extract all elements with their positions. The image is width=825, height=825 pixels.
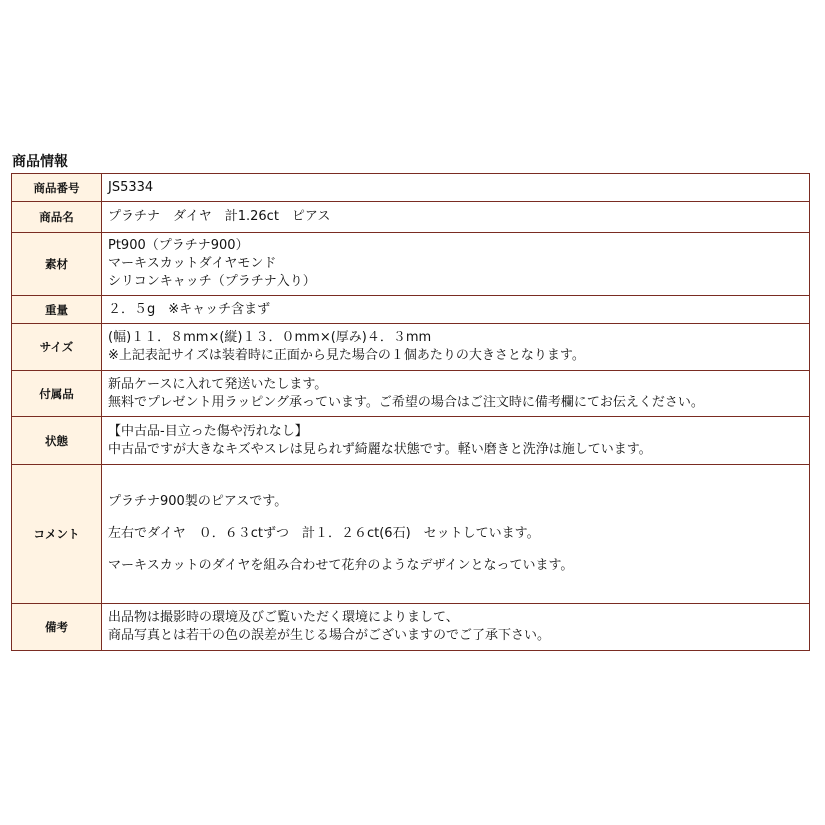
row-accessories xyxy=(12,371,810,417)
row-product-number xyxy=(12,174,810,202)
value-line: マーキスカットのダイヤを組み合わせて花弁のようなデザインとなっています。 xyxy=(108,558,574,573)
row-product-name xyxy=(12,202,810,233)
row-value xyxy=(102,324,810,371)
row-label: 備考 xyxy=(12,604,102,651)
value-line: マーキスカットダイヤモンド xyxy=(108,256,277,271)
row-value xyxy=(102,371,810,417)
row-size xyxy=(12,324,810,371)
row-value xyxy=(102,202,810,233)
product-info-table xyxy=(11,173,810,651)
row-value xyxy=(102,174,810,202)
value-line: 出品物は撮影時の環境及びご覧いただく環境によりまして、 xyxy=(108,610,459,625)
value-line: ※上記表記サイズは装着時に正面から見た場合の１個あたりの大きさとなります。 xyxy=(108,348,585,363)
row-label: 商品名 xyxy=(12,202,102,233)
value-line: 新品ケースに入れて発送いたします。 xyxy=(108,376,328,392)
value-line: 商品写真とは若干の色の誤差が生じる場合がございますのでご了承下さい。 xyxy=(108,628,551,643)
row-value xyxy=(102,296,810,324)
row-label: 重量 xyxy=(12,296,102,324)
value-line: 中古品ですが大きなキズやスレは見られず綺麗な状態です。軽い磨きと洗浄は施しています。 xyxy=(108,441,652,457)
row-condition xyxy=(12,417,810,465)
row-label: 素材 xyxy=(12,233,102,296)
value-line: Pt900（プラチナ900） xyxy=(108,238,249,253)
row-label: 商品番号 xyxy=(12,174,102,202)
row-value xyxy=(102,417,810,465)
row-label: 状態 xyxy=(12,417,102,465)
section-title: 商品情報 xyxy=(12,154,68,170)
row-label: コメント xyxy=(12,465,102,604)
value-line: ２．５g ※キャッチ含まず xyxy=(108,301,271,317)
value-line: 無料でプレゼント用ラッピング承っています。ご希望の場合はご注文時に備考欄にてお伝えください。 xyxy=(108,394,704,410)
row-label: 付属品 xyxy=(12,371,102,417)
value-line: 左右でダイヤ ０．６３ctずつ 計１．２６ct(6石) セットしています。 xyxy=(108,526,540,541)
row-comment xyxy=(12,465,810,604)
row-value xyxy=(102,465,810,604)
value-line: プラチナ ダイヤ 計1.26ct ピアス xyxy=(108,209,331,224)
value-line: JS5334 xyxy=(108,179,154,195)
value-line: (幅)１１．８mm×(縦)１３．０mm×(厚み)４．３mm xyxy=(108,330,432,345)
row-weight xyxy=(12,296,810,324)
value-line: プラチナ900製のピアスです。 xyxy=(108,494,288,509)
row-value xyxy=(102,604,810,651)
row-material xyxy=(12,233,810,296)
row-label: サイズ xyxy=(12,324,102,371)
value-line: シリコンキャッチ（プラチナ入り） xyxy=(108,274,316,289)
row-value xyxy=(102,233,810,296)
row-notes xyxy=(12,604,810,651)
value-line: 【中古品-目立った傷や汚れなし】 xyxy=(108,423,308,439)
